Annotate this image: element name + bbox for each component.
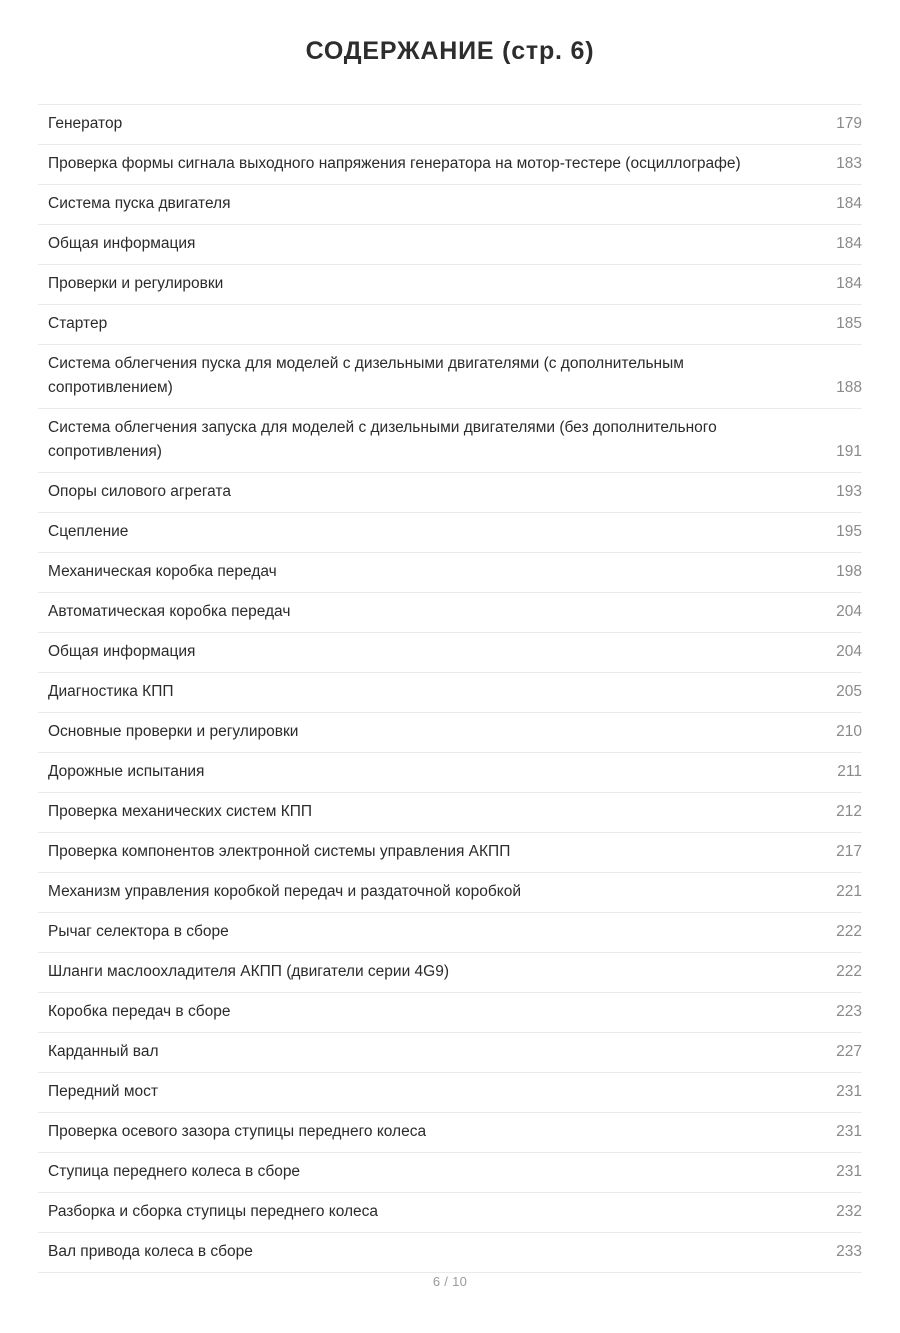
toc-entry-page-number: 204 (836, 643, 862, 661)
toc-entry-label: Коробка передач в сборе (48, 1003, 231, 1021)
toc-entry-label: Система облегчения запуска для моделей с дизельными двигателями (без дополнительного сопротивления) (48, 419, 717, 461)
toc-entry-label: Шланги маслоохладителя АКПП (двигатели серии 4G9) (48, 963, 450, 981)
toc-entry-page-number: 232 (836, 1203, 862, 1221)
toc-entry-label: Автоматическая коробка передач (48, 603, 291, 621)
toc-entry-page-number: 212 (836, 803, 862, 821)
toc-entry[interactable] (38, 873, 862, 913)
page-footer (38, 1273, 862, 1333)
toc-entry-label: Разборка и сборка ступицы переднего колеса (48, 1203, 379, 1221)
toc-entry-label: Общая информация (48, 643, 196, 661)
toc-entry[interactable] (38, 793, 862, 833)
toc-entry[interactable] (38, 593, 862, 633)
toc-entry-page-number: 217 (836, 843, 862, 861)
toc-entry[interactable] (38, 953, 862, 993)
toc-entry-label: Рычаг селектора в сборе (48, 923, 229, 941)
toc-entry-label: Проверка механических систем КПП (48, 803, 312, 821)
toc-entry-page-number: 183 (836, 155, 862, 173)
toc-entry-page-number: 198 (836, 563, 862, 581)
toc-entry-label: Передний мост (48, 1083, 159, 1101)
toc-entry[interactable] (38, 673, 862, 713)
toc-entry[interactable] (38, 1033, 862, 1073)
toc-entry[interactable] (38, 1233, 862, 1273)
toc-entry-label: Карданный вал (48, 1043, 159, 1061)
toc-entry[interactable] (38, 225, 862, 265)
toc-entry-label: Проверка осевого зазора ступицы переднего колеса (48, 1123, 427, 1141)
toc-entry-label: Основные проверки и регулировки (48, 723, 299, 741)
toc-entry[interactable] (38, 185, 862, 225)
toc-entry-page-number: 185 (836, 315, 862, 333)
pagination-indicator: 6 / 10 (432, 1274, 468, 1290)
toc-entry-label: Дорожные испытания (48, 763, 205, 781)
page-title: СОДЕРЖАНИЕ (стр. 6) (305, 37, 595, 65)
toc-entry-label: Система пуска двигателя (48, 195, 231, 213)
toc-entry-page-number: 223 (836, 1003, 862, 1021)
toc-entry-page-number: 211 (837, 763, 862, 781)
toc-entry-label: Опоры силового агрегата (48, 483, 231, 501)
toc-entry[interactable] (38, 713, 862, 753)
toc-entry-label: Ступица переднего колеса в сборе (48, 1163, 301, 1181)
toc-entry-page-number: 233 (836, 1243, 862, 1261)
toc-entry-page-number: 195 (836, 523, 862, 541)
toc-entry-page-number: 231 (836, 1163, 862, 1181)
toc-entry[interactable] (38, 913, 862, 953)
toc-entry-page-number: 204 (836, 603, 862, 621)
toc-entry[interactable] (38, 753, 862, 793)
toc-entry[interactable] (38, 1153, 862, 1193)
toc-entry-page-number: 205 (836, 683, 862, 701)
toc-entry[interactable] (38, 345, 862, 409)
toc-entry[interactable] (38, 993, 862, 1033)
toc-entry-page-number: 184 (836, 235, 862, 253)
toc-entry-label: Проверка компонентов электронной системы управления АКПП (48, 843, 511, 861)
toc-entry-label: Общая информация (48, 235, 196, 253)
table-of-contents (38, 104, 862, 1273)
toc-entry-label: Диагностика КПП (48, 683, 174, 701)
toc-entry-page-number: 191 (836, 443, 862, 461)
toc-entry[interactable] (38, 265, 862, 305)
toc-entry-label: Проверки и регулировки (48, 275, 224, 293)
toc-entry-page-number: 184 (836, 195, 862, 213)
toc-entry-label: Проверка формы сигнала выходного напряжения генератора на мотор-тестере (осциллографе) (48, 155, 741, 173)
toc-entry[interactable] (38, 833, 862, 873)
toc-entry[interactable] (38, 473, 862, 513)
toc-entry[interactable] (38, 553, 862, 593)
toc-entry[interactable] (38, 409, 862, 473)
toc-entry-label: Механическая коробка передач (48, 563, 277, 581)
toc-entry[interactable] (38, 513, 862, 553)
toc-entry-label: Сцепление (48, 523, 129, 541)
toc-entry-page-number: 193 (836, 483, 862, 501)
toc-entry-label: Механизм управления коробкой передач и раздаточной коробкой (48, 883, 522, 901)
toc-entry-page-number: 179 (836, 115, 862, 132)
toc-entry[interactable] (38, 633, 862, 673)
toc-entry-page-number: 188 (836, 379, 862, 397)
toc-entry[interactable] (38, 1073, 862, 1113)
toc-entry-label: Генератор (48, 115, 123, 132)
toc-entry-page-number: 222 (836, 963, 862, 981)
toc-entry-page-number: 222 (836, 923, 862, 941)
toc-entry[interactable] (38, 104, 862, 145)
toc-entry-page-number: 231 (836, 1123, 862, 1141)
toc-entry[interactable] (38, 1113, 862, 1153)
toc-entry-page-number: 184 (836, 275, 862, 293)
toc-entry-page-number: 227 (836, 1043, 862, 1061)
toc-entry[interactable] (38, 305, 862, 345)
toc-entry[interactable] (38, 1193, 862, 1233)
toc-entry-page-number: 231 (836, 1083, 862, 1101)
toc-entry-label: Система облегчения пуска для моделей с дизельными двигателями (с дополнительным сопротивлением) (48, 355, 684, 397)
toc-entry-page-number: 221 (836, 883, 862, 901)
toc-entry-label: Вал привода колеса в сборе (48, 1243, 253, 1261)
toc-entry-page-number: 210 (836, 723, 862, 741)
toc-entry-label: Стартер (48, 315, 108, 333)
toc-entry[interactable] (38, 145, 862, 185)
